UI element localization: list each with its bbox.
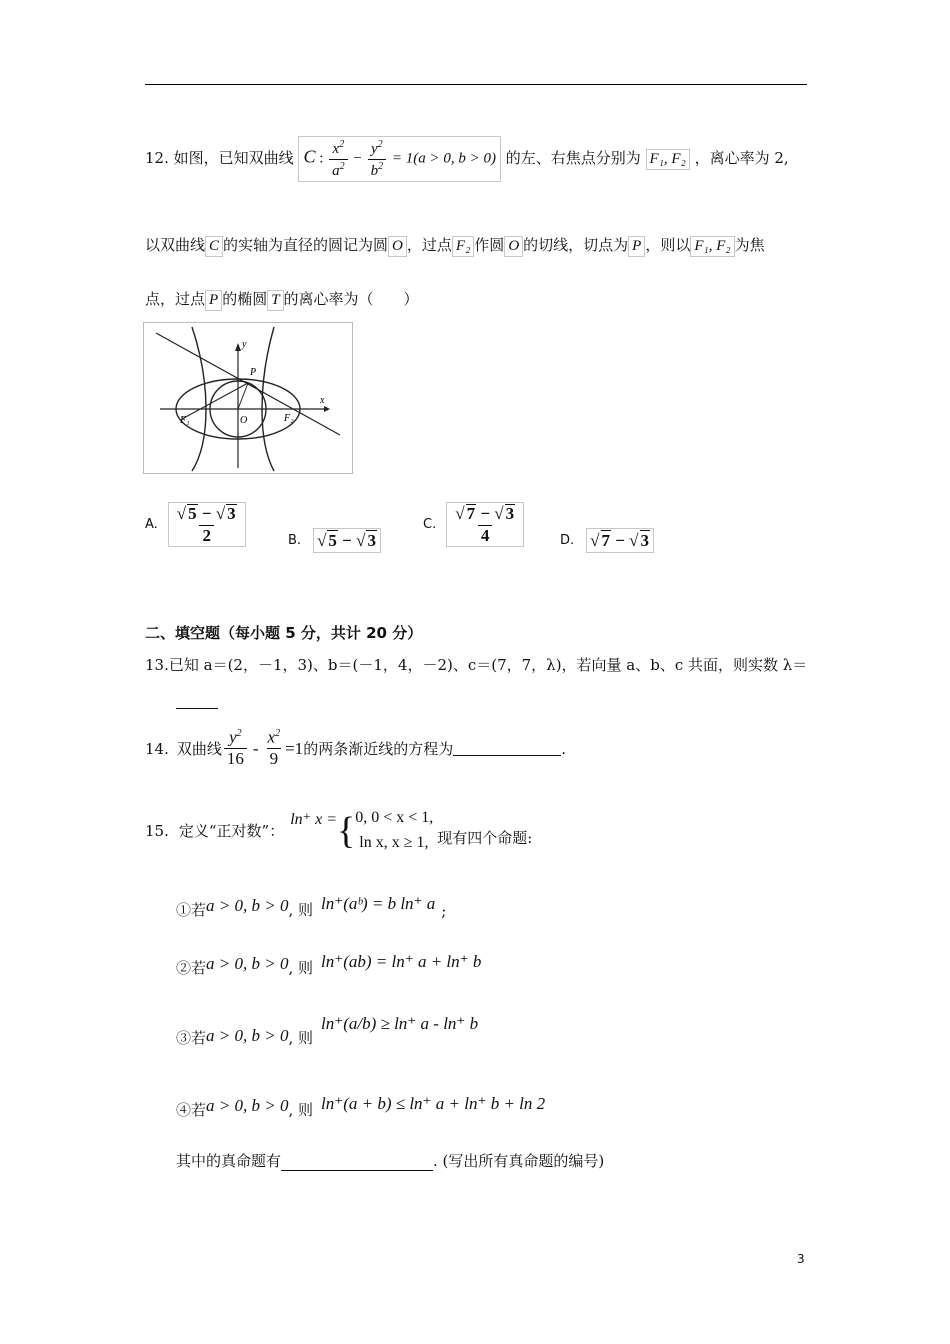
q12-text-3b: 的椭圆: [222, 290, 268, 308]
q13-number: 13.: [145, 656, 169, 674]
q12-line3: [145, 288, 419, 311]
q15-item-1-stmt: ln⁺(aᵇ) = b ln⁺ a: [321, 894, 436, 913]
q15-case-2: ln x, x ≥ 1,: [359, 833, 429, 851]
q15-item-1: [176, 894, 446, 920]
label-y: y: [242, 339, 247, 350]
page-number: 3: [797, 1252, 805, 1266]
q12-point-p: P: [628, 236, 645, 257]
label-f1: F₁: [180, 415, 190, 426]
q15-answer-blank[interactable]: [281, 1156, 433, 1171]
q12-text-1b: 的左、右焦点分别为: [505, 149, 641, 167]
y-axis-arrow: [235, 343, 241, 351]
q15-item-2: [176, 952, 481, 978]
option-c-value: $\frac{√ 7 - √ 3}{4}$: [446, 502, 524, 547]
q15-closing-pre: 其中的真命题有: [176, 1152, 282, 1170]
q12-curve-c: C: [205, 236, 223, 257]
q12-option-c[interactable]: [423, 502, 524, 547]
q12-text-3a: 点，过点: [145, 290, 206, 308]
q12-text-2d: 作圆: [474, 236, 505, 254]
segment-op: [238, 383, 248, 409]
option-b-label: B.: [288, 533, 302, 548]
q15-item-4-then: , 则: [288, 1101, 314, 1119]
option-d-value: √ 7 − √ 3: [586, 528, 654, 553]
q15-line: [145, 806, 532, 856]
label-f2: F₂: [284, 413, 294, 424]
q12-eq-condition: = 1(a > 0, b > 0): [391, 150, 496, 167]
q12-line2: [145, 234, 765, 257]
q12-option-d[interactable]: [560, 528, 654, 553]
q12-text-3c: 的离心率为（ ）: [283, 290, 419, 308]
q12-figure: [143, 322, 353, 474]
q12-curve-name: C: [303, 146, 316, 167]
q12-foci-2: F₁, F₂: [690, 236, 734, 257]
q15-item-3: [176, 1014, 478, 1048]
q15-item-3-cond: a > 0, b > 0: [206, 1026, 289, 1045]
q15-item-3-stmt: ln⁺(a/b) ≥ ln⁺ a - ln⁺ b: [321, 1014, 479, 1033]
q12-foci: F₁, F₂: [646, 149, 690, 170]
q14-end: .: [561, 739, 566, 758]
label-o: O: [240, 415, 248, 426]
q15-case-1: 0, 0 < x < 1,: [355, 809, 434, 826]
q12-circle-o-2: O: [504, 236, 523, 257]
q14-post: 的两条渐近线的方程为: [303, 740, 454, 759]
q15-item-4-stmt: ln⁺(a + b) ≤ ln⁺ a + ln⁺ b + ln 2: [321, 1094, 546, 1113]
option-b-value: √ 5 − √ 3: [313, 528, 381, 553]
q15-item-2-stmt: ln⁺(ab) = ln⁺ a + ln⁺ b: [321, 952, 482, 971]
q15-item-4-cond: a > 0, b > 0: [206, 1096, 289, 1115]
q15-closing-post: . (写出所有真命题的编号): [433, 1152, 605, 1170]
q15-item-1-then: , 则: [288, 901, 314, 919]
q15-post: 现有四个命题:: [437, 829, 533, 848]
q12-circle-o: O: [388, 236, 407, 257]
q13-answer-blank[interactable]: [176, 696, 218, 709]
q15-item-1-cond: a > 0, b > 0: [206, 896, 289, 915]
hyperbola-diagram: [144, 323, 352, 473]
q12-text-1a: 如图，已知双曲线: [173, 149, 294, 167]
q15-definition: [290, 806, 433, 856]
q12-text-2b: 的实轴为直径的圆记为圆: [223, 236, 389, 254]
q12-number: 12.: [145, 149, 169, 167]
q15-item-1-end: ;: [441, 902, 447, 920]
q15-item-2-then: , 则: [288, 959, 314, 977]
q14-answer-blank[interactable]: [453, 741, 561, 756]
q15-closing: [176, 1150, 604, 1171]
q14-pre: 双曲线: [176, 740, 222, 759]
q12-text-2a: 以双曲线: [145, 236, 206, 254]
q12-point-p-2: P: [205, 290, 222, 311]
q15-pre: 定义“正对数”：: [178, 822, 285, 841]
q15-item-3-mark: ③若: [176, 1029, 207, 1047]
label-x: x: [320, 395, 325, 406]
section-2-title: 二、填空题（每小题 5 分，共计 20 分）: [145, 624, 423, 642]
x-axis-arrow: [324, 406, 330, 412]
q12-text-2g: 为焦: [734, 236, 765, 254]
q15-def-lhs: ln⁺ x =: [290, 810, 337, 828]
option-a-label: A.: [145, 517, 158, 533]
q12-text-1c: ，离心率为 2,: [694, 149, 789, 167]
q15-item-4-mark: ④若: [176, 1101, 207, 1119]
q15-item-4: [176, 1094, 545, 1120]
q15-item-3-then: , 则: [288, 1029, 314, 1047]
option-a-value: $\frac{√ 5 - √ 3}{2}$: [168, 502, 246, 547]
q13-line: [145, 654, 807, 675]
hyperbola-left-branch: [192, 327, 206, 471]
q14-line: [145, 728, 566, 769]
option-c-label: C.: [423, 517, 437, 533]
q12-option-b[interactable]: [288, 528, 381, 553]
q12-ellipse-t: T: [267, 290, 283, 311]
left-brace: {: [337, 809, 356, 852]
q15-item-2-cond: a > 0, b > 0: [206, 954, 289, 973]
q12-line1: [145, 136, 789, 182]
option-d-label: D.: [560, 533, 575, 548]
q12-text-2e: 的切线，切点为: [523, 236, 629, 254]
header-rule: [145, 84, 807, 85]
q15-number: 15.: [145, 821, 169, 840]
q14-equation: $\frac{y^2}{16}$ - $\frac{x^2}{9}$ =1: [222, 728, 303, 769]
q12-point-f2: F₂: [452, 236, 474, 257]
q15-item-2-mark: ②若: [176, 959, 207, 977]
q12-text-2c: ，过点: [406, 236, 452, 254]
q13-text: 已知 a＝(2，－1，3)、b＝(－1，4，－2)、c＝(7，7，λ)，若向量 a、b、c 共面，则实数 λ＝: [168, 656, 808, 674]
label-p: P: [250, 367, 257, 378]
q14-number: 14.: [145, 739, 169, 758]
q12-text-2f: ，则以: [645, 236, 691, 254]
q15-item-1-mark: ①若: [176, 901, 207, 919]
q12-hyperbola-equation: C : $\frac{x^2}{a^2}$ − $\frac{y^2}{b^2}$ = 1(a > 0, b > 0): [298, 136, 501, 182]
q12-option-a[interactable]: [145, 502, 246, 547]
